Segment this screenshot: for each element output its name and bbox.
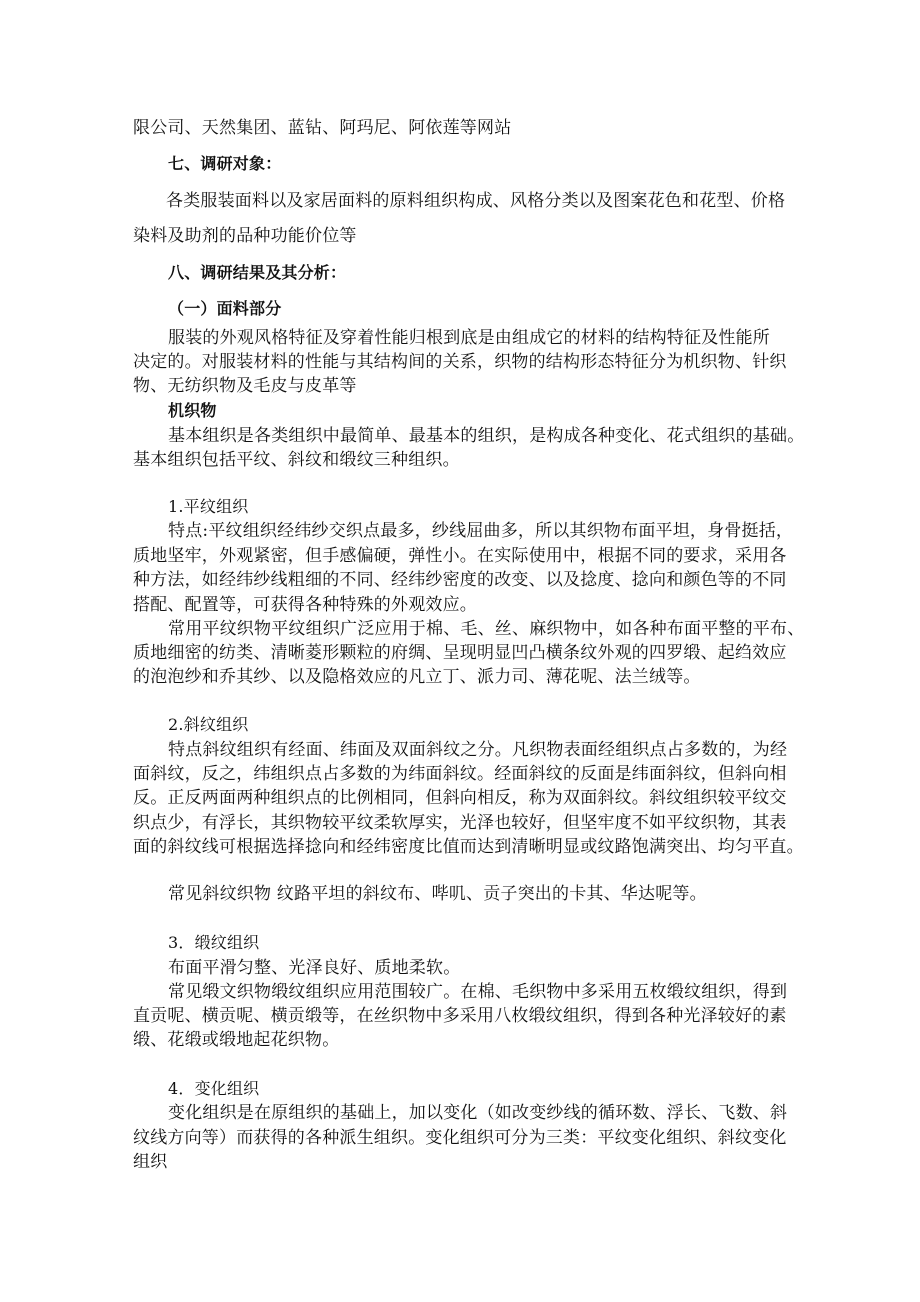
twill-feature-line-2: 面斜纹，反之，纬组织点占多数的为纬面斜纹。经面斜纹的反面是纬面斜纹，但斜向相	[133, 764, 787, 784]
change-weave-heading: 4．变化组织	[168, 1079, 260, 1098]
change-line-3: 组织	[133, 1152, 168, 1172]
basic-line-1: 基本组织是各类组织中最简单、最基本的组织，是构成各种变化、花式组织的基础。	[168, 426, 805, 446]
intro-line-2: 决定的。对服装材料的性能与其结构间的关系，织物的结构形态特征分为机织物、针织	[133, 352, 787, 372]
plain-feature-line-2: 质地坚牢，外观紧密，但手感偏硬，弹性小。在实际使用中，根据不同的要求，采用各	[133, 546, 787, 566]
plain-feature-line-4: 搭配、配置等，可获得各种特殊的外观效应。	[133, 595, 477, 615]
section-7-heading: 七、调研对象：	[168, 154, 282, 173]
subsection-fabric-heading: （一）面料部分	[168, 299, 282, 318]
intro-line-3: 物、无纺织物及毛皮与皮革等	[133, 376, 357, 396]
plain-feature-line-3: 种方法，如经纬纱线粗细的不同、经纬纱密度的改变、以及捻度、捻向和颜色等的不同	[133, 570, 787, 590]
section-7-paragraph-line-1: 各类服装面料以及家居面料的原料组织构成、风格分类以及图案花色和花型、价格	[166, 191, 786, 211]
satin-weave-heading: 3．缎纹组织	[168, 933, 260, 952]
plain-feature-line-1: 特点:平纹组织经纬纱交织点最多，纱线屈曲多，所以其织物布面平坦，身骨挺括，	[168, 521, 794, 541]
plain-common-line-1: 常用平纹织物平纹组织广泛应用于棉、毛、丝、麻织物中，如各种布面平整的平布、	[168, 619, 805, 639]
change-line-2: 纹线方向等）而获得的各种派生组织。变化组织可分为三类：平纹变化组织、斜纹变化	[133, 1128, 787, 1148]
twill-feature-line-4: 织点少，有浮长，其织物较平纹柔软厚实，光泽也较好，但坚牢度不如平纹织物，其表	[133, 813, 787, 833]
woven-heading: 机织物	[168, 401, 217, 420]
satin-feature-line: 布面平滑匀整、光泽良好、质地柔软。	[168, 958, 461, 978]
section-8-heading: 八、调研结果及其分析：	[168, 263, 347, 282]
twill-weave-heading: 2.斜纹组织	[168, 715, 249, 734]
intro-line-1: 服装的外观风格特征及穿着性能归根到底是由组成它的材料的结构特征及性能所	[168, 328, 770, 348]
twill-feature-line-3: 反。正反两面两种组织点的比例相同，但斜向相反，称为双面斜纹。斜纹组织较平纹交	[133, 788, 787, 808]
satin-common-line-2: 直贡呢、横贡呢、横贡缎等，在丝织物中多采用八枚缎纹组织，得到各种光泽较好的素	[133, 1006, 787, 1026]
plain-common-line-2: 质地细密的纺类、清晰菱形颗粒的府绸、呈现明显凹凸横条纹外观的四罗缎、起绉效应	[133, 643, 787, 663]
change-line-1: 变化组织是在原组织的基础上，加以变化（如改变纱线的循环数、浮长、飞数、斜	[168, 1103, 788, 1123]
plain-common-line-3: 的泡泡纱和乔其纱、以及隐格效应的凡立丁、派力司、薄花呢、法兰绒等。	[133, 667, 701, 687]
plain-weave-heading: 1.平纹组织	[168, 497, 249, 516]
basic-line-2: 基本组织包括平纹、斜纹和缎纹三种组织。	[133, 450, 460, 470]
satin-common-line-3: 缎、花缎或缎地起花织物。	[133, 1030, 340, 1050]
twill-feature-line-1: 特点斜纹组织有经面、纬面及双面斜纹之分。凡织物表面经组织点占多数的，为经	[168, 740, 788, 760]
section-7-paragraph-line-2: 染料及助剂的品种功能价位等	[133, 226, 357, 246]
twill-feature-line-5: 面的斜纹线可根据选择捻向和经纬密度比值而达到清晰明显或纹路饱满突出、均匀平直。	[133, 837, 804, 857]
twill-common-line: 常见斜纹织物 纹路平坦的斜纹布、哔叽、贡子突出的卡其、华达呢等。	[168, 884, 707, 904]
satin-common-line-1: 常见缎文织物缎纹组织应用范围较广。在棉、毛织物中多采用五枚缎纹组织，得到	[168, 982, 788, 1002]
continuation-line: 限公司、天然集团、蓝钻、阿玛尼、阿依莲等网站	[133, 118, 512, 138]
